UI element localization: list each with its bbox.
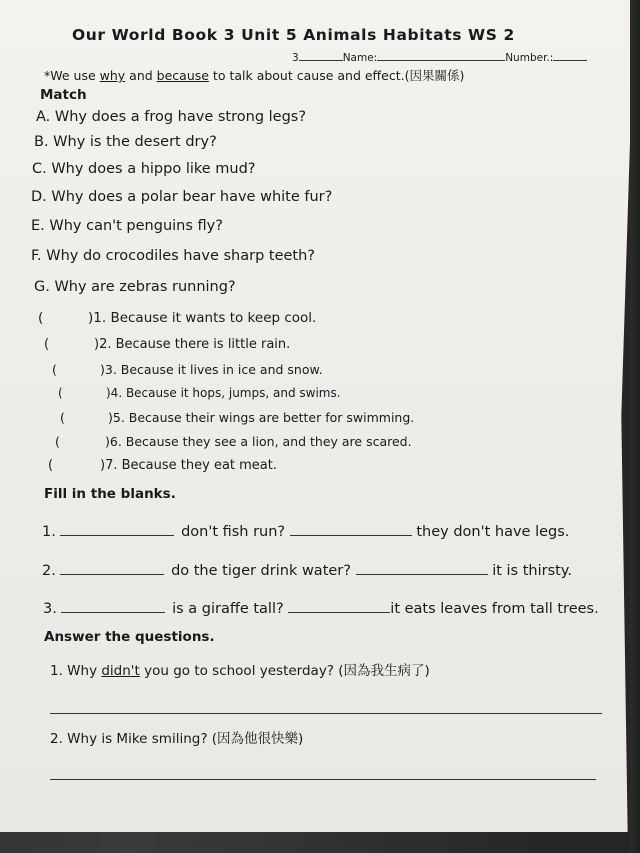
answer-box-open: (	[58, 386, 63, 400]
match-question-a: A. Why does a frog have strong legs?	[36, 109, 307, 125]
note-intro: *We use	[44, 68, 100, 83]
answer-box-open: (	[55, 434, 60, 449]
answer-box-open: (	[44, 337, 50, 352]
fill-blank[interactable]	[61, 600, 165, 613]
fill-item-3	[43, 600, 599, 617]
number-blank	[553, 50, 587, 61]
answer-text: )3. Because it lives in ice and snow.	[100, 362, 323, 377]
match-answer-4	[58, 386, 341, 400]
fill-end-text: it eats leaves from tall trees.	[390, 601, 599, 617]
fill-number: 1.	[42, 524, 56, 540]
answer-text: )7. Because they eat meat.	[100, 458, 277, 473]
worksheet-title: Our World Book 3 Unit 5 Animals Habitats WS 2	[72, 26, 515, 44]
class-prefix: 3	[292, 52, 299, 64]
answer-question-1	[50, 659, 430, 679]
match-question-b: B. Why is the desert dry?	[34, 134, 217, 150]
fill-blank[interactable]	[60, 562, 164, 575]
q1-didnt: didn't	[101, 663, 140, 679]
cause-effect-note	[44, 66, 464, 84]
match-question-c: C. Why does a hippo like mud?	[32, 161, 256, 177]
answer-box-open: (	[60, 410, 65, 425]
answer-text: )2. Because there is little rain.	[94, 337, 291, 352]
fill-blank[interactable]	[288, 600, 390, 613]
fill-item-1	[42, 523, 569, 540]
q1-pre: 1. Why	[50, 663, 102, 679]
answer-question-2: 2. Why is Mike smiling? (因為他很快樂)	[50, 731, 304, 747]
answer-text: )4. Because it hops, jumps, and swims.	[106, 386, 341, 400]
answer-text: )6. Because they see a lion, and they are scared.	[105, 434, 412, 449]
match-heading: Match	[40, 87, 87, 103]
fill-end-text: they don't have legs.	[416, 524, 570, 540]
note-rest: to talk about cause and effect.(因果關係)	[208, 68, 465, 83]
answer-box-open: (	[48, 458, 54, 473]
fill-heading: Fill in the blanks.	[44, 486, 176, 502]
answer-heading: Answer the questions.	[44, 629, 215, 645]
match-answer-7	[48, 458, 277, 473]
fill-item-2	[42, 562, 572, 579]
fill-blank[interactable]	[290, 523, 412, 536]
student-info-header	[292, 50, 587, 64]
note-because: because	[156, 68, 209, 83]
answer-text: )5. Because their wings are better for swimming.	[108, 410, 415, 425]
answer-box-open: (	[38, 310, 44, 326]
match-question-g: G. Why are zebras running?	[34, 279, 236, 295]
answer-text: )1. Because it wants to keep cool.	[88, 310, 317, 326]
match-question-f: F. Why do crocodiles have sharp teeth?	[31, 248, 315, 264]
answer-line-1[interactable]	[50, 713, 602, 714]
fill-blank[interactable]	[60, 523, 174, 536]
match-answer-2	[44, 337, 290, 352]
match-answer-1	[38, 310, 316, 326]
fill-middle-text: is a giraffe tall?	[172, 601, 284, 617]
note-why: why	[99, 68, 126, 83]
note-and: and	[125, 68, 157, 83]
fill-end-text: it is thirsty.	[492, 563, 572, 579]
fill-blank[interactable]	[356, 562, 488, 575]
number-label: Number.:	[505, 52, 554, 64]
fill-middle-text: don't fish run?	[181, 524, 286, 540]
answer-box-open: (	[52, 362, 57, 377]
q1-post: you go to school yesterday? (因為我生病了)	[139, 663, 430, 679]
match-question-d: D. Why does a polar bear have white fur?	[31, 189, 333, 205]
class-blank	[299, 50, 343, 61]
name-label: Name:	[342, 52, 378, 64]
fill-number: 3.	[43, 601, 57, 617]
match-answer-3	[52, 362, 323, 377]
paper-edge-shadow	[630, 0, 640, 853]
match-answer-6	[55, 434, 412, 449]
fill-number: 2.	[42, 563, 56, 579]
answer-line-2[interactable]	[50, 779, 596, 780]
match-question-e: E. Why can't penguins fly?	[31, 218, 223, 234]
match-answer-5	[60, 410, 414, 425]
name-blank	[377, 50, 505, 61]
fill-middle-text: do the tiger drink water?	[171, 563, 351, 579]
